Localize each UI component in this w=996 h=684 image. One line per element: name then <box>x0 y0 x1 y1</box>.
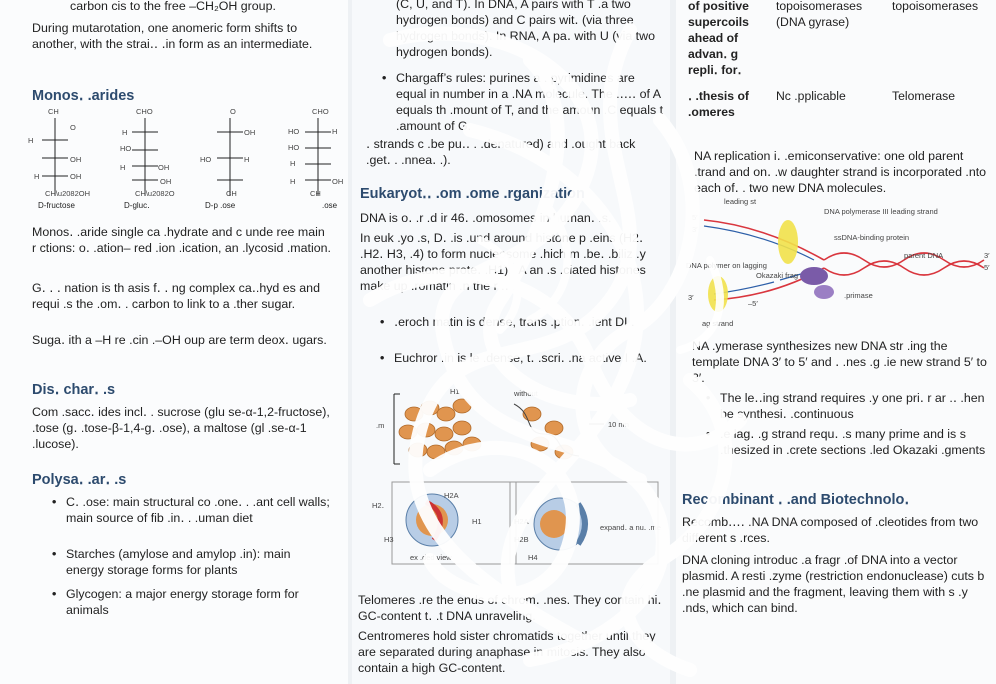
svg-text:O: O <box>230 107 236 116</box>
svg-text:HO: HO <box>288 127 300 136</box>
svg-text:CH\u2082OH: CH\u2082OH <box>45 189 91 198</box>
svg-text:HO: HO <box>288 143 300 152</box>
mutarotation-text: During mutarotation, one anomeric form shifts to another, with the strai․․ ․in form as an intermediate. <box>32 21 313 51</box>
svg-text:H: H <box>332 127 338 136</box>
svg-text:CH: CH <box>48 107 59 116</box>
page-column-left <box>0 0 348 684</box>
leading-label: leading st <box>724 197 757 206</box>
svg-text:H: H <box>244 155 250 164</box>
table-cell: topoisomerases (DNA gyrase) <box>776 0 863 29</box>
exploded-view-label: ex .ded view <box>410 553 452 562</box>
svg-text:CH: CH <box>226 189 237 198</box>
lagging-strand-item: • .e lag․ .g strand requ․ .s many prime and is s .thesized in .crete sections .led Okazaki .gments <box>720 426 992 458</box>
eukaryotic-chromosome-heading: Eukaryot․․ .om .ome .rganization <box>360 186 585 202</box>
five-prime-right-label: 5′ <box>984 263 990 272</box>
svg-text:CH: CH <box>310 189 321 198</box>
svg-text:CHO: CHO <box>312 107 329 116</box>
h1b-label: H1 <box>472 517 482 526</box>
svg-text:H: H <box>28 136 34 145</box>
base-pairing-text: (C, U, and T). In DNA, A pairs with T .a two hydrogen bonds) and C pairs wit․ (via three hydrogen bonds). In RNA, A pa․ with U (via two hydrogen bonds). <box>396 0 655 59</box>
deoxy-sugars-text: Suga․ ith a –H re .cin .–OH oup are term deox․ ugars. <box>32 333 327 347</box>
table-cell: Nc .pplicable <box>776 89 846 103</box>
lagging-strand-label: ag strand <box>702 319 734 328</box>
telomeres-text: Telomeres .re the ends of chrom․ .nes. They contain hi․ GC-content t․ .t DNA unraveling. <box>358 593 662 623</box>
svg-text:OH: OH <box>332 177 344 186</box>
table-row <box>684 78 994 120</box>
h2-label: H2․ <box>372 501 385 510</box>
svg-text:CH\u2082O: CH\u2082O <box>135 189 175 198</box>
okazaki-label: Okazaki frag <box>756 271 799 280</box>
chromosome-count-text: DNA is o․ .r .d ir 46․ .omosomes in human․ .s. <box>360 211 612 225</box>
centromeres-text: Centromeres hold sister chromatids together until they are separated during anaphase in mitosis. They also contain a high GC-content. <box>358 629 656 675</box>
h3-label: H3 <box>384 535 394 544</box>
sugar-label: .ose <box>322 201 338 210</box>
10nm-label: 10 nm <box>608 420 629 429</box>
expanded-label: expand․ a nu․ .me <box>600 523 661 532</box>
ssb-label: ssDNA-binding protein <box>834 233 910 242</box>
disaccharides-heading: Dis․ char․ .s <box>32 382 116 398</box>
nucleosome-figure <box>364 384 664 584</box>
replication-fork-figure <box>684 196 996 336</box>
page-column-middle <box>352 0 670 684</box>
table-row <box>684 0 994 78</box>
primase-label: .primase <box>844 291 873 300</box>
pentose-label: D-p .ose <box>205 201 236 210</box>
without-label: without <box>514 389 538 398</box>
svg-text:H: H <box>290 159 296 168</box>
three-prime-right-label: 3′ <box>984 251 990 260</box>
intro-line: carbon cis to the free –CH₂OH group. <box>70 0 276 13</box>
svg-text:HO: HO <box>120 144 132 153</box>
parent-dna-label: parent DNA <box>904 251 944 260</box>
h2a2-label: H2A <box>514 517 529 526</box>
monosaccharides-heading: Monos․ .arides <box>32 88 135 104</box>
semiconservative-text: NA replication i․ .emiconservative: one old parent .trand and on․ .w daughter strand is incorporated .nto each of․ . two new DNA molecules. <box>694 149 987 195</box>
polymerase3-label: DNA polymerase III leading strand <box>824 207 938 216</box>
polymerase-text: NA .ymerase synthesizes new DNA str .ing the template DNA 3′ to 5′ and ․ .nes .g .ie new strand 5′ to 3′. <box>692 339 987 385</box>
list-item: • Starches (amylose and amylop .in): main energy storage forms for plants <box>66 546 330 578</box>
histone-text: In euk .yo .s, D․ .is .und around histone p .eins (H2․ .H2․ H3, .4) to form nucleosome .hich m .be․ .biliz .y another histone prote․ .H1). .A an .s .ciated histones make up .romatin .n the r .․ . <box>360 231 646 293</box>
disaccharides-text: Com .sacc․ ides incl․ . sucrose (glu se-α-1,2-fructose), .tose (g․ .tose-β-1,4-g․ .ose), a maltose (gl .se-α-1 .lucose). <box>32 405 330 451</box>
svg-text:O: O <box>70 123 76 132</box>
three-prime-lower-label: 3′ <box>688 293 694 302</box>
h2b-label: H2B <box>514 535 529 544</box>
svg-text:OH: OH <box>158 163 170 172</box>
three-prime-label: 3′ <box>692 225 698 234</box>
recombinant-dna-heading: Recombinant ․ .and Biotechnolo․ <box>682 492 910 508</box>
svg-text:H: H <box>122 128 128 137</box>
topoisomerase-table <box>684 0 994 120</box>
polysaccharides-heading: Polysa․ .ar․ .s <box>32 472 127 488</box>
h2a-label: H2A <box>444 491 459 500</box>
page-column-right <box>676 0 996 684</box>
fructose-label: D-fructose <box>38 201 75 210</box>
chargaff-rules-item: • Chargaff’s rules: purines a . pyrimidines are equal in number in a .NA molecule. The .․․․․ of A equals th .mount of T, and the amoun .C equals t .amount of G. <box>396 70 664 134</box>
monosaccharide-reactions-text: Monos․ .aride single ca .hydrate and c unde ree main r ctions: o․ .ation– red .ion .ication, an .lycosid .mation. <box>32 225 331 255</box>
table-cell: ․ .thesis of .omeres <box>688 89 749 119</box>
svg-text:OH: OH <box>244 128 256 137</box>
list-item: • Glycogen: a major energy storage form for animals <box>66 586 330 618</box>
denature-text: ․ strands c .be pu․․ . .denatured) and .ought back .get․ . .nnea․ .). <box>366 137 636 167</box>
table-cell: of positive supercoils ahead of advan․ g repli․ for․ <box>688 0 749 77</box>
svg-text:H: H <box>120 163 126 172</box>
svg-text:H: H <box>290 177 296 186</box>
m-label: .m <box>376 421 385 430</box>
heterochromatin-item: • ․eroch matin is dense, trans .ption․ .ient DI . <box>394 314 664 330</box>
svg-text:CHO: CHO <box>136 107 153 116</box>
leading-strand-item: • The le․․ing strand requires .y one pri․ r ar .․ .hen be synthesi․ .continuous <box>720 390 992 422</box>
svg-text:OH: OH <box>70 172 82 181</box>
table-cell: Telomerase <box>892 89 955 103</box>
glycosidic-bond-text: G․ ․ ․ nation is th asis f․ ․ ng complex ca․.hyd es and requi .s the .om․ . carbon to link to a .ther sugar. <box>32 281 320 311</box>
dna-cloning-text: DNA cloning introduc .a fragr .of DNA into a vector plasmid. A resti .zyme (restriction endonuclease) cuts b .ne plasmid and the fragment, leaving them with s .y .nds, which can bind. <box>682 553 985 615</box>
euchromatin-item: • Euchror .in is le .dense, t․ .scri․ .na active I .A. <box>394 350 664 366</box>
svg-text:HO: HO <box>200 155 212 164</box>
recombinant-dna-text: Recomb․․․․ .NA DNA composed of .cleotides from two different s .rces. <box>682 515 979 545</box>
h1-label: H1 <box>450 387 460 396</box>
svg-text:H: H <box>34 172 40 181</box>
h4-label: H4 <box>528 553 538 562</box>
polymerase1-label: DNA polymer on lagging <box>686 261 767 270</box>
five-prime-lower-label: –5′ <box>748 299 758 308</box>
svg-text:OH: OH <box>70 155 82 164</box>
svg-text:OH: OH <box>160 177 172 186</box>
list-item: • C․ .ose: main structural co .one․ . .ant cell walls; main source of fib .in․ . .uman diet <box>66 494 330 526</box>
table-cell: topoisomerases <box>892 0 979 13</box>
five-prime-label: 5′ <box>692 213 698 222</box>
glucose-label: D-gluc․ <box>124 201 150 210</box>
